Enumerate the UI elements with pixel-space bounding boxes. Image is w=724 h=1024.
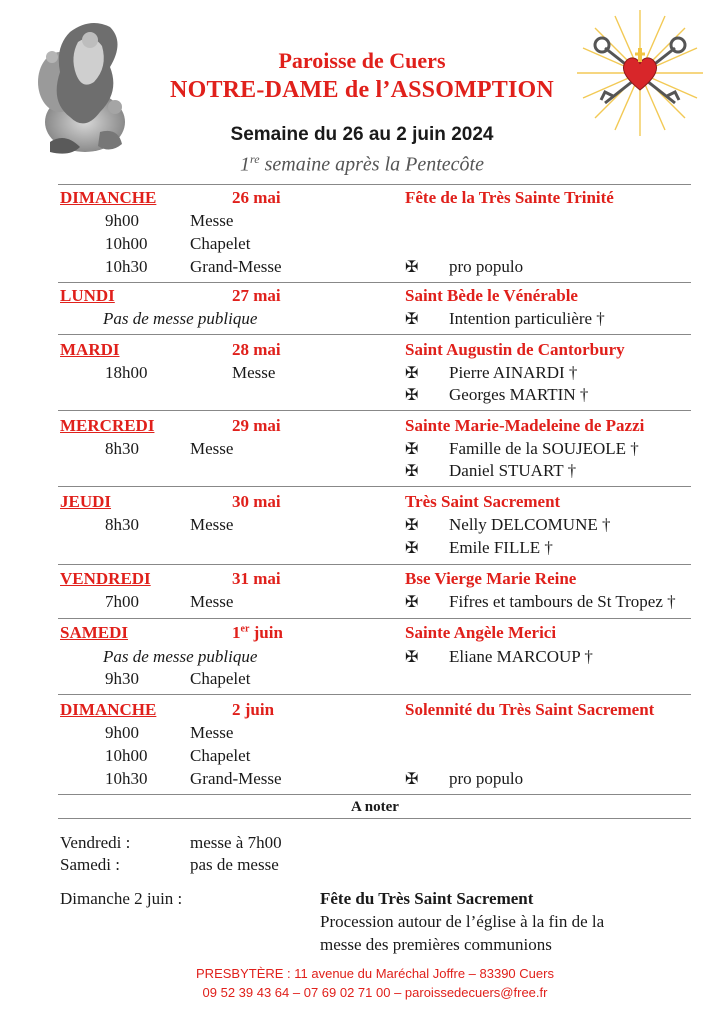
cross-icon: ✠ [405, 441, 419, 458]
divider [58, 618, 691, 619]
divider [58, 282, 691, 283]
feast-name: Solennité du Très Saint Sacrement [405, 700, 655, 719]
divider [58, 410, 691, 411]
day-date: 30 mai [232, 492, 281, 511]
day-date: 1er juin [232, 623, 283, 642]
service: Messe [190, 515, 234, 534]
no-mass-note: Pas de messe publique [103, 647, 258, 666]
cross-icon: ✠ [405, 311, 419, 328]
day-date: 28 mai [232, 340, 281, 359]
day-name: VENDREDI [60, 569, 151, 588]
intention: Georges MARTIN † [449, 385, 589, 404]
day-name: SAMEDI [60, 623, 129, 642]
divider [58, 184, 691, 185]
week-subtitle: 1re semaine après la Pentecôte [240, 152, 484, 176]
intention: pro populo [449, 769, 524, 788]
time: 9h00 [105, 723, 139, 742]
intention: Emile FILLE † [449, 538, 553, 557]
service: Messe [190, 723, 234, 742]
cross-icon: ✠ [405, 259, 419, 276]
time: 7h00 [105, 592, 139, 611]
no-mass-note: Pas de messe publique [103, 309, 258, 328]
feast-name: Sainte Marie-Madeleine de Pazzi [405, 416, 645, 435]
day-name: DIMANCHE [60, 188, 157, 207]
intention: Famille de la SOUJEOLE † [449, 439, 639, 458]
feast-name: Saint Bède le Vénérable [405, 286, 578, 305]
time: 10h30 [105, 769, 148, 788]
feast-name: Très Saint Sacrement [405, 492, 561, 511]
note-value: pas de messe [190, 855, 279, 874]
service: Chapelet [190, 746, 251, 765]
divider [58, 794, 691, 795]
week-heading: Semaine du 26 au 2 juin 2024 [230, 124, 494, 145]
service: Messe [190, 211, 234, 230]
divider [58, 334, 691, 335]
day-name: DIMANCHE [60, 700, 157, 719]
day-date: 29 mai [232, 416, 281, 435]
day-date: 26 mai [232, 188, 281, 207]
event-line: messe des premières communions [320, 935, 552, 954]
intention: Intention particulière † [449, 309, 605, 328]
feast-name: Fête de la Très Sainte Trinité [405, 188, 614, 207]
time: 18h00 [105, 363, 148, 382]
time: 10h30 [105, 257, 148, 276]
cross-icon: ✠ [405, 771, 419, 788]
note-label: Vendredi : [60, 833, 131, 852]
intention: Eliane MARCOUP † [449, 647, 593, 666]
day-date: 2 juin [232, 700, 275, 719]
service: Chapelet [190, 234, 251, 253]
notes-heading: A noter [351, 799, 399, 815]
intention: Daniel STUART † [449, 461, 577, 480]
time: 10h00 [105, 234, 148, 253]
parish-title: Paroisse de Cuers [278, 48, 446, 73]
intention: Pierre AINARDI † [449, 363, 578, 382]
church-title: NOTRE-DAME de l’ASSOMPTION [170, 77, 554, 103]
divider [58, 818, 691, 819]
time: 8h30 [105, 439, 139, 458]
day-date: 27 mai [232, 286, 281, 305]
feast-name: Bse Vierge Marie Reine [405, 569, 577, 588]
service: Grand-Messe [190, 769, 282, 788]
cross-icon: ✠ [405, 649, 419, 666]
intention: Fifres et tambours de St Tropez † [449, 592, 676, 611]
divider [58, 486, 691, 487]
footer-address: PRESBYTÈRE : 11 avenue du Maréchal Joffre – 83390 Cuers [196, 966, 554, 981]
time: 9h00 [105, 211, 139, 230]
day-name: JEUDI [60, 492, 112, 511]
note-value: messe à 7h00 [190, 833, 282, 852]
event-title: Fête du Très Saint Sacrement [320, 889, 534, 908]
feast-name: Saint Augustin de Cantorbury [405, 340, 625, 359]
divider [58, 694, 691, 695]
cross-icon: ✠ [405, 540, 419, 557]
footer-contact: 09 52 39 43 64 – 07 69 02 71 00 – paroissedecuers@free.fr [202, 985, 548, 1000]
service: Messe [190, 592, 234, 611]
note-label: Samedi : [60, 855, 120, 874]
cross-icon: ✠ [405, 594, 419, 611]
service: Messe [190, 439, 234, 458]
day-date: 31 mai [232, 569, 281, 588]
event-label: Dimanche 2 juin : [60, 889, 183, 908]
service: Messe [232, 363, 276, 382]
event-line: Procession autour de l’église à la fin de la [320, 912, 605, 931]
cross-icon: ✠ [405, 517, 419, 534]
service: Chapelet [190, 669, 251, 688]
day-name: MARDI [60, 340, 120, 359]
time: 8h30 [105, 515, 139, 534]
day-name: MERCREDI [60, 416, 155, 435]
service: Grand-Messe [190, 257, 282, 276]
intention: pro populo [449, 257, 524, 276]
divider [58, 564, 691, 565]
time: 10h00 [105, 746, 148, 765]
time: 9h30 [105, 669, 139, 688]
cross-icon: ✠ [405, 387, 419, 404]
intention: Nelly DELCOMUNE † [449, 515, 611, 534]
cross-icon: ✠ [405, 365, 419, 382]
day-name: LUNDI [60, 286, 115, 305]
cross-icon: ✠ [405, 463, 419, 480]
feast-name: Sainte Angèle Merici [405, 623, 557, 642]
